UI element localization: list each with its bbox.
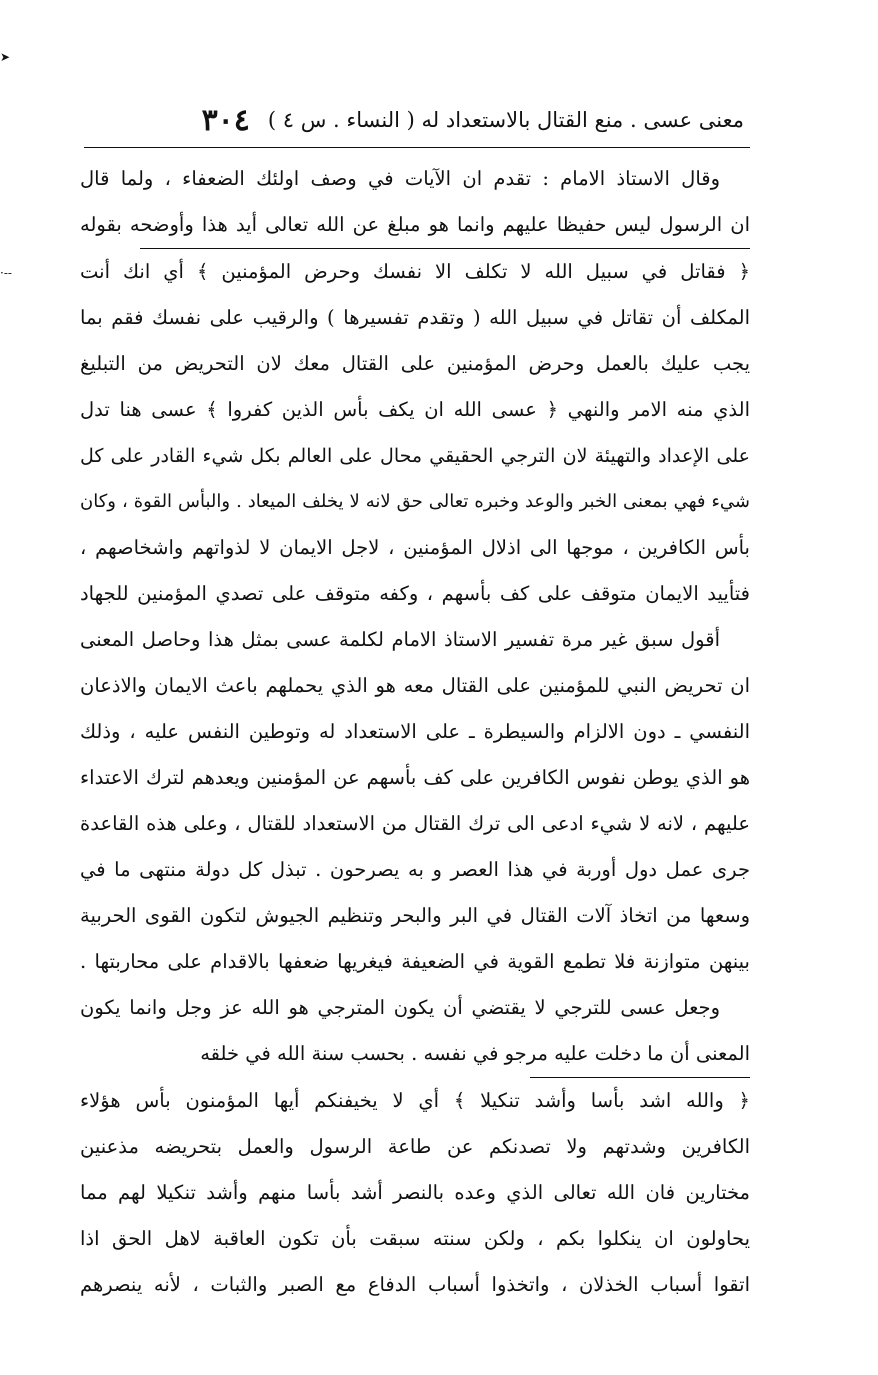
- text-line: مختارين فان الله تعالى الذي وعده بالنصر أشد بأسا منهم وأشد تنكيلا لهم مما: [80, 1181, 750, 1204]
- header-rule: [84, 147, 750, 148]
- margin-tick-mark: ·--: [0, 266, 12, 280]
- text-line: وجعل عسى للترجي لا يقتضي أن يكون المترجي هو الله عز وجل وانما يكون: [80, 996, 720, 1019]
- text-line: بينهن متوازنة فلا تطمع القوية في الضعيفة فيغريها ضعفها بالاقدام على محاربتها .: [80, 950, 750, 973]
- text-line: المكلف أن تقاتل في سبيل الله ( وتقدم تفسيرها ) والرقيب على نفسك فقم بما: [80, 306, 750, 329]
- text-line: الكافرين وشدتهم ولا تصدنكم عن طاعة الرسول والعمل بتحريضه مذعنين: [80, 1135, 750, 1158]
- text-line: يحاولون ان ينكلوا بكم ، ولكن سنته سبقت بأن تكون العاقبة لاهل الحق اذا: [80, 1227, 750, 1250]
- text-line: هو الذي يوطن نفوس الكافرين على كف بأسهم عن المؤمنين ويعدهم لترك الاعتداء: [80, 766, 750, 789]
- text-line: جرى عمل دول أوربة في هذا العصر و به يصرحون . تبذل كل دولة منتهى ما في: [80, 858, 750, 881]
- text-line: وقال الاستاذ الامام : تقدم ان الآيات في وصف اولئك الضعفاء ، ولما قال: [80, 167, 720, 190]
- text-line: شيء فهي بمعنى الخبر والوعد وخبره تعالى حق لانه لا يخلف الميعاد . والبأس القوة ، وكان: [80, 491, 750, 512]
- text-line: عليهم ، لانه لا شيء ادعى الى ترك القتال من الاستعداد للقتال ، وعلى هذه القاعدة: [80, 812, 750, 835]
- text-line: الذي منه الامر والنهي ﴿ عسى الله ان يكف بأس الذين كفروا ﴾ عسى هنا تدل: [80, 398, 750, 421]
- text-line: اتقوا أسباب الخذلان ، واتخذوا أسباب الدفاع مع الصبر والثبات ، لأنه ينصرهم: [80, 1273, 750, 1296]
- text-line: فتأييد الايمان متوقف على كف بأسهم ، وكفه متوقف على تصدي المؤمنين للجهاد: [80, 582, 750, 605]
- text-line: أقول سبق غير مرة تفسير الاستاذ الامام لكلمة عسى بمثل هذا وحاصل المعنى: [80, 628, 720, 651]
- text-line: على الإعداد والتهيئة لان الترجي الحقيقي محال على العالم بكل شيء القادر على كل: [80, 445, 750, 467]
- verse-line: ﴿ والله اشد بأسا وأشد تنكيلا ﴾ أي لا يخيفنكم أيها المؤمنون بأس هؤلاء: [80, 1089, 750, 1112]
- text-line: وسعها من اتخاذ آلات القتال في البر والبحر وتنظيم الجيوش لتكون القوى الحربية: [80, 904, 750, 927]
- page-number: ٣٠٤: [201, 102, 250, 138]
- text-line: ان الرسول ليس حفيظا عليهم وانما هو مبلغ عن الله تعالى أيد هذا وأوضحه بقوله: [80, 213, 750, 236]
- text-line: بأس الكافرين ، موجها الى اذلال المؤمنين ، لاجل الايمان لا لذواتهم واشخاصهم ،: [80, 536, 750, 559]
- text-line: يجب عليك بالعمل وحرض المؤمنين على القتال معك لان التحريض من التبليغ: [80, 352, 750, 375]
- body-text: [80, 156, 750, 1308]
- page-header: [104, 98, 744, 142]
- text-line: ان تحريض النبي للمؤمنين على القتال معه هو الذي يحملهم باعث الايمان والاذعان: [80, 674, 750, 697]
- running-title: معنى عسى . منع القتال بالاستعداد له ( النساء . س ٤ ): [267, 108, 744, 132]
- verse-line: ﴿ فقاتل في سبيل الله لا تكلف الا نفسك وحرض المؤمنين ﴾ أي انك أنت: [80, 260, 750, 283]
- text-line: المعنى أن ما دخلت عليه مرجو في نفسه . بحسب سنة الله في خلقه: [200, 1042, 750, 1065]
- text-line: النفسي ـ دون الالزام والسيطرة ـ على الاستعداد له وتوطين النفس عليه ، وذلك: [80, 720, 750, 743]
- margin-arrow-mark: ➤: [0, 50, 11, 64]
